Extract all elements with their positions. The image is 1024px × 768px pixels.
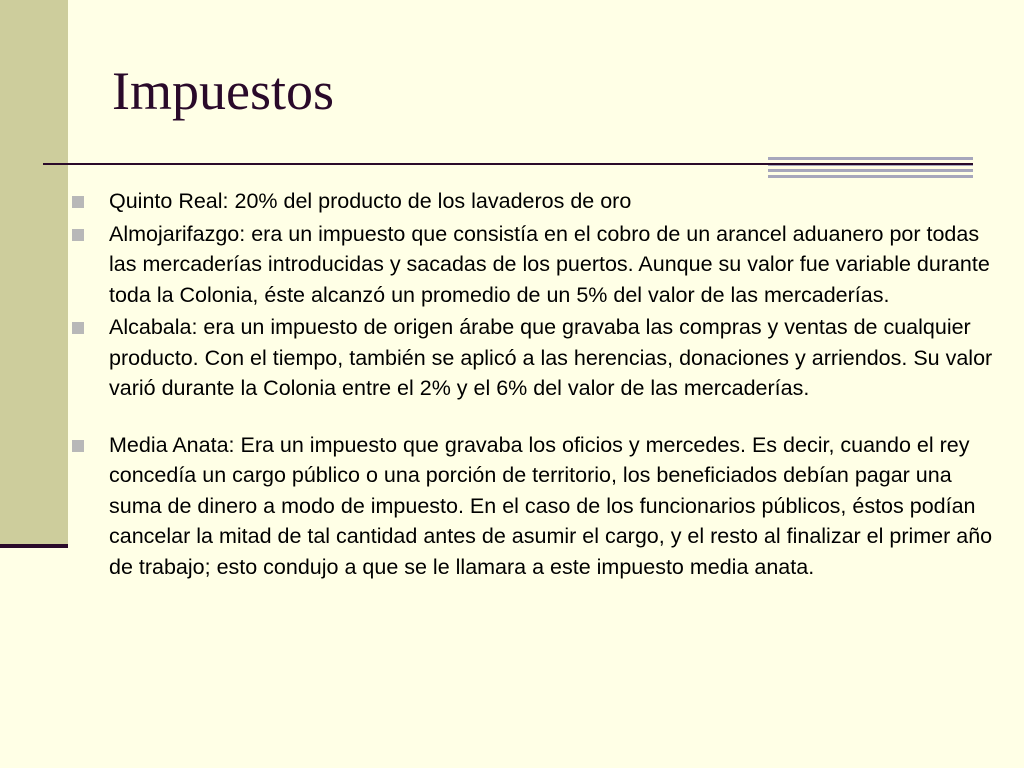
bullet-list <box>72 186 1002 584</box>
bullet-text: Almojarifazgo: era un impuesto que consistía en el cobro de un arancel aduanero por todas las mercaderías introducidas y sacadas de los puertos. Aunque su valor fue variable durante toda la Colonia, éste alcanzó un promedio de un 5% del valor de las mercaderías. <box>109 221 990 307</box>
left-accent-line <box>0 544 68 548</box>
bullet-square-icon <box>72 229 84 241</box>
bullet-square-icon <box>72 322 84 334</box>
bullet-text: Alcabala: era un impuesto de origen árabe que gravaba las compras y ventas de cualquier producto. Con el tiempo, también se aplicó a las herencias, donaciones y arriendos. Su valor varió durante la Colonia entre el 2% y el 6% del valor de las mercaderías. <box>109 315 993 400</box>
bullet-square-icon <box>72 440 84 452</box>
bullet-square-icon <box>72 196 84 208</box>
left-decorative-band <box>0 0 68 546</box>
bullet-item-almojarifazgo <box>72 219 1002 311</box>
bullet-item-media-anata <box>72 430 1002 583</box>
bullet-item-alcabala <box>72 312 1002 404</box>
bullet-text: Quinto Real: 20% del producto de los lavaderos de oro <box>109 189 632 213</box>
bullet-item-quinto-real <box>72 186 1002 217</box>
title-divider <box>43 163 973 165</box>
bullet-text: Media Anata: Era un impuesto que gravaba los oficios y mercedes. Es decir, cuando el rey concedía un cargo público o una porción de territorio, los beneficiados debían pagar una suma de dinero a modo de impuesto. En el caso de los funcionarios públicos, éstos podían cancelar la mitad de tal cantidad antes de asumir el cargo, y el resto al finalizar el primer año de trabajo; esto condujo a que se le llamara a este impuesto media anata. <box>109 432 993 579</box>
title-accent-bar <box>768 157 973 179</box>
slide-title: Impuestos <box>112 61 334 121</box>
